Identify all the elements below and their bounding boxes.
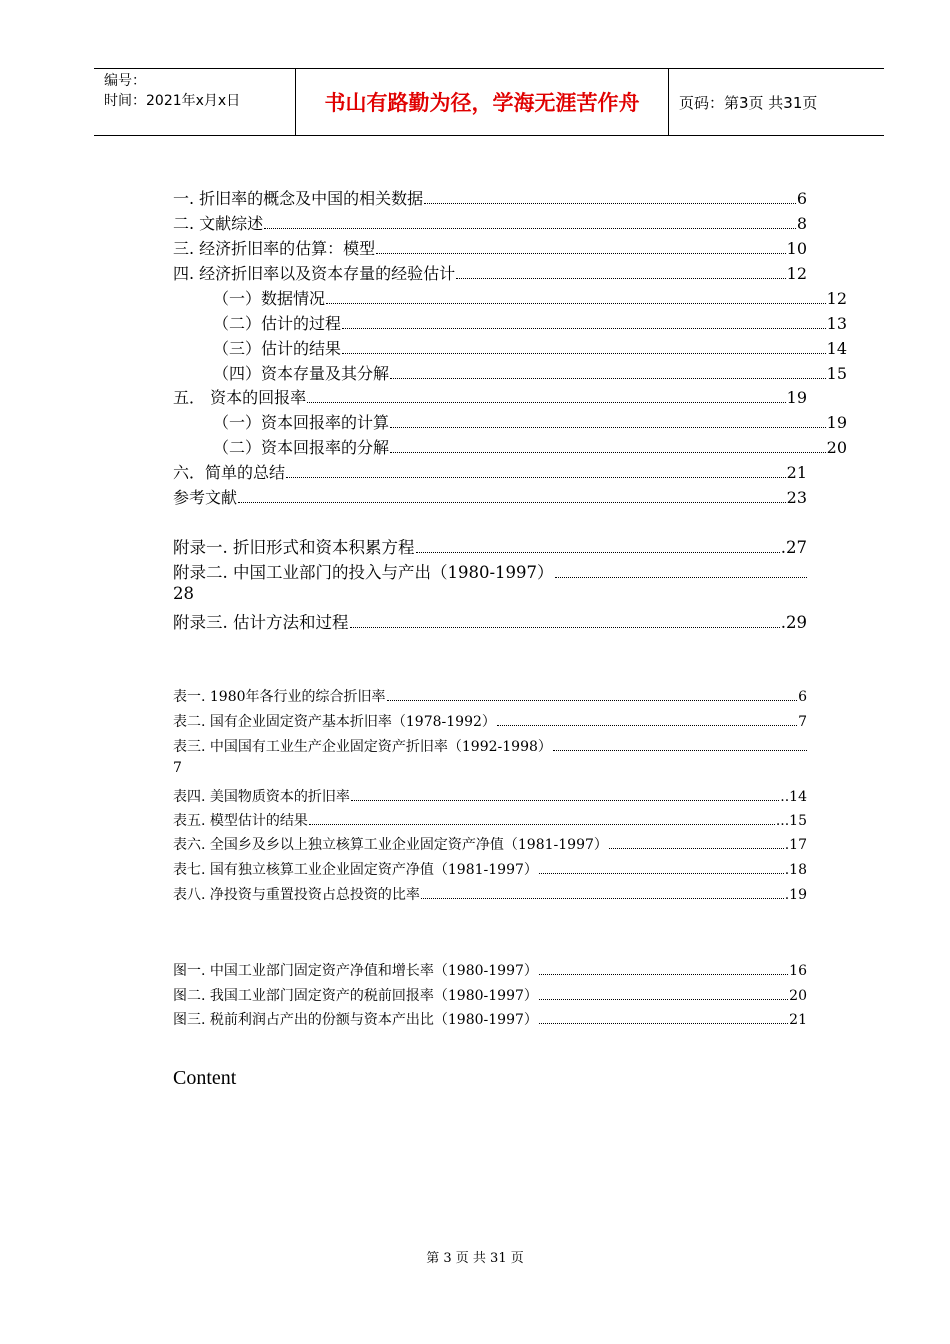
table-list-entry[interactable]: 表一. 1980年各行业的综合折旧率 6 [173, 689, 807, 705]
table-list-entry[interactable]: 表七. 国有独立核算工业企业固定资产净值（1981-1997） .18 [173, 862, 807, 878]
content-heading: Content [173, 1067, 237, 1089]
page-header [94, 68, 884, 136]
table-list-wrapped-page: 7 [173, 760, 182, 776]
table-list-entry[interactable]: 表四. 美国物质资本的折旧率 ..14 [173, 789, 807, 805]
toc-subentry[interactable]: （四）资本存量及其分解 15 [213, 364, 847, 383]
figure-list-entry[interactable]: 图二. 我国工业部门固定资产的税前回报率（1980-1997） 20 [173, 988, 807, 1004]
toc-entry[interactable]: 三. 经济折旧率的估算：模型 10 [173, 239, 807, 258]
toc-entry[interactable]: 五． 资本的回报率 19 [173, 388, 807, 407]
table-list-entry[interactable]: 表二. 国有企业固定资产基本折旧率（1978-1992） 7 [173, 714, 807, 730]
figure-list-entry[interactable]: 图三. 税前利润占产出的份额与资本产出比（1980-1997） 21 [173, 1012, 807, 1028]
time-label: 时间：2021年x月x日 [104, 93, 241, 109]
appendix-entry[interactable]: 附录一. 折旧形式和资本积累方程 .27 [173, 538, 807, 557]
toc-subentry[interactable]: （一）数据情况 12 [213, 289, 847, 308]
table-list-entry[interactable]: 表六. 全国乡及乡以上独立核算工业企业固定资产净值（1981-1997） .17 [173, 837, 807, 853]
table-list-entry[interactable]: 表八. 净投资与重置投资占总投资的比率 .19 [173, 887, 807, 903]
toc-entry[interactable]: 四. 经济折旧率以及资本存量的经验估计 12 [173, 264, 807, 283]
appendix-entry[interactable]: 附录三. 估计方法和过程 .29 [173, 613, 807, 632]
toc-entry[interactable]: 二. 文献综述 8 [173, 214, 807, 233]
toc-subentry[interactable]: （一）资本回报率的计算 19 [213, 413, 847, 432]
appendix-wrapped-page: 28 [173, 584, 194, 603]
header-motto: 书山有路勤为径，学海无涯苦作舟 [296, 69, 669, 135]
header-page-info: 页码：第3页 共31页 [679, 93, 818, 112]
page-footer: 第 3 页 共 31 页 [426, 1251, 524, 1266]
table-list-entry[interactable]: 表三. 中国国有工业生产企业固定资产折旧率（1992-1998） [173, 736, 807, 756]
toc-entry[interactable]: 六．简单的总结 21 [173, 463, 807, 482]
table-list-entry[interactable]: 表五. 模型估计的结果 ...15 [173, 813, 807, 829]
toc-subentry[interactable]: （二）估计的过程 13 [213, 314, 847, 333]
header-meta [94, 69, 296, 135]
toc-entry[interactable]: 参考文献 23 [173, 488, 807, 507]
serial-label: 编号： [104, 73, 146, 89]
figure-list-entry[interactable]: 图一. 中国工业部门固定资产净值和增长率（1980-1997） 16 [173, 963, 807, 979]
toc-entry[interactable]: 一. 折旧率的概念及中国的相关数据 6 [173, 189, 807, 208]
toc-subentry[interactable]: （三）估计的结果 14 [213, 339, 847, 358]
appendix-entry[interactable]: 附录二. 中国工业部门的投入与产出（1980-1997） [173, 559, 807, 583]
toc-subentry[interactable]: （二）资本回报率的分解 20 [213, 438, 847, 457]
